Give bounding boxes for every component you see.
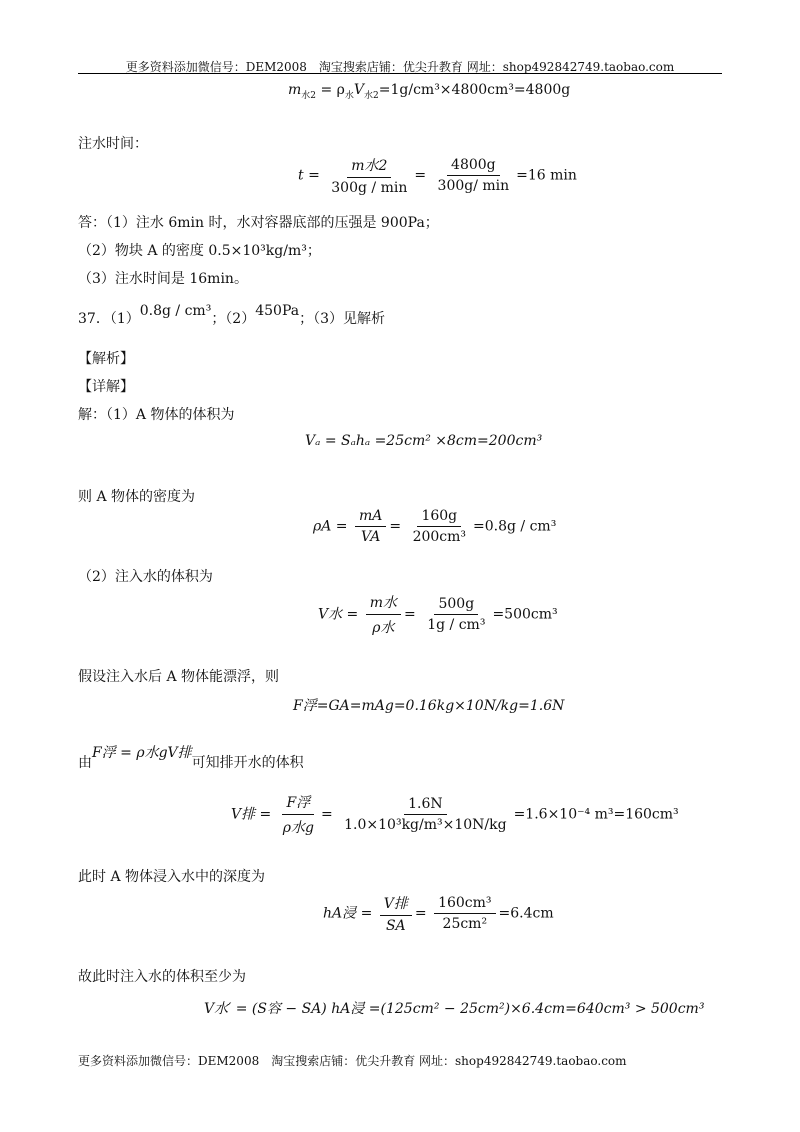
- fraction: [366, 592, 401, 637]
- equation-volume-a: Vₐ = Sₐhₐ =25cm² ×8cm=200cm³: [305, 433, 543, 449]
- from-line: [78, 745, 304, 772]
- eq-result: =500cm³: [492, 606, 558, 623]
- numerator: 160cm³: [434, 895, 495, 914]
- answer-line-1: 答：（1）注水 6min 时，水对容器底部的压强是 900Pa；: [78, 215, 439, 231]
- fraction: [409, 508, 470, 545]
- fraction: [434, 157, 514, 194]
- q37-answer-1: 0.8g / cm³: [139, 303, 212, 319]
- eq-symbol: V: [353, 82, 365, 98]
- eq-rest: =1g/cm³×4800cm³=4800g: [378, 82, 571, 98]
- eq-lhs: V排 =: [231, 806, 272, 823]
- numerator: F浮: [282, 792, 314, 815]
- q37-sep-2: ；（3）见解析: [299, 311, 386, 327]
- header-rule: [78, 73, 722, 74]
- denominator: 1g / cm³: [427, 617, 486, 633]
- eq-result: =16 min: [516, 167, 577, 184]
- depth-label: 此时 A 物体浸入水中的深度为: [78, 869, 266, 885]
- numerator: V排: [380, 893, 412, 916]
- equation-displaced-volume: V排 = $\frac{\text{F浮}}{\text{ρ水g}}$ = $\frac{1.6N}{\text{1.0×10³kg/m³×10N/kg}}$ =1.6×10⁻⁴ m³=160cm³: [231, 792, 679, 837]
- equation-mass-water2: [288, 82, 570, 101]
- denominator: 1.0×10³kg/m³×10N/kg: [344, 817, 507, 833]
- numerator: m水: [366, 592, 401, 615]
- density-label: 则 A 物体的密度为: [78, 489, 196, 505]
- eq-symbol: = ρ: [320, 82, 345, 98]
- fraction: [340, 796, 510, 833]
- section-jiexi: 【解析】: [78, 351, 134, 367]
- denominator: 300g / min: [331, 180, 408, 196]
- eq-sub: 水2: [364, 90, 379, 101]
- eq-sub: 水2: [301, 90, 317, 101]
- question-37: [78, 303, 386, 328]
- fraction: [355, 508, 386, 545]
- step1-label: 解：（1）A 物体的体积为: [78, 407, 235, 423]
- fraction: [380, 893, 412, 934]
- step2-label: （2）注入水的体积为: [78, 569, 213, 585]
- fraction: [279, 792, 318, 837]
- denominator: VA: [361, 529, 381, 545]
- fraction: [423, 596, 489, 633]
- denominator: ρ水: [372, 620, 395, 636]
- answer-line-2: （2）物块 A 的密度 0.5×10³kg/m³；: [78, 243, 321, 259]
- fraction: [434, 895, 495, 932]
- eq-symbol: m: [288, 82, 302, 98]
- denominator: ρ水g: [282, 820, 314, 836]
- equation-time: t = $\frac{\text{m水2}}{300g / \min}$ = $\frac{4800g}{300g/ \min}$ =16 min: [298, 157, 577, 196]
- section-xiangjie: 【详解】: [78, 379, 134, 395]
- denominator: 25cm²: [442, 916, 488, 932]
- eq-lhs: t =: [298, 167, 320, 184]
- from-suffix: 可知排开水的体积: [191, 755, 304, 771]
- equation-buoyancy: F浮=GA=mAg=0.16kg×10N/kg=1.6N: [293, 698, 565, 714]
- answer-line-3: （3）注水时间是 16min。: [78, 271, 248, 287]
- eq-result: =1.6×10⁻⁴ m³=160cm³: [513, 806, 679, 823]
- equation-depth: hA浸 = $\frac{\text{V排}}{SA}$ = $\frac{\text{160cm³}}{\text{25cm²}}$ =6.4cm: [323, 895, 554, 934]
- denominator: 200cm³: [412, 529, 467, 545]
- from-prefix: 由: [78, 755, 92, 771]
- q37-answer-2: 450Pa: [255, 303, 300, 319]
- numerator: 160g: [417, 508, 461, 527]
- numerator: 1.6N: [404, 796, 447, 815]
- q37-prefix: 37．（1）: [78, 311, 140, 327]
- numerator: mA: [355, 508, 386, 527]
- page-header: 更多资料添加微信号：DEM2008 淘宝搜索店铺：优尖升教育 网址：shop492842749.taobao.com: [125, 60, 675, 74]
- eq-sub: 水: [344, 90, 354, 101]
- equation-density: ρA = $\frac{mA}{VA}$ = $\frac{160g}{\text{200cm³}}$ =0.8g / cm³: [313, 508, 557, 545]
- label-time: 注水时间：: [78, 136, 148, 152]
- eq-lhs: ρA =: [313, 518, 348, 535]
- q37-sep-1: ；（2）: [211, 311, 256, 327]
- numerator: m水2: [347, 155, 391, 178]
- numerator: 4800g: [447, 157, 500, 176]
- eq-lhs: hA浸 =: [323, 905, 373, 922]
- fraction: [327, 155, 411, 196]
- volume-label: 故此时注入水的体积至少为: [78, 969, 246, 985]
- float-label: 假设注入水后 A 物体能漂浮，则: [78, 669, 280, 685]
- equation-water-volume: V水 = $\frac{\text{m水}}{\text{ρ水}}$ = $\frac{500g}{\text{1g / cm³}}$ =500cm³: [318, 592, 558, 637]
- denominator: SA: [385, 918, 406, 934]
- eq-result: =0.8g / cm³: [473, 518, 557, 535]
- denominator: 300g/ min: [437, 178, 510, 194]
- eq-lhs: V水 =: [318, 606, 359, 623]
- page-footer: 更多资料添加微信号：DEM2008 淘宝搜索店铺：优尖升教育 网址：shop492842749.taobao.com: [78, 1054, 627, 1068]
- eq-result: =6.4cm: [498, 905, 554, 922]
- numerator: 500g: [434, 596, 478, 615]
- equation-min-volume: V水′ = (S容 − SA) hA浸 =(125cm² − 25cm²)×6.4cm=640cm³ > 500cm³: [204, 1001, 705, 1017]
- from-formula: F浮 = ρ水gV排: [92, 745, 192, 761]
